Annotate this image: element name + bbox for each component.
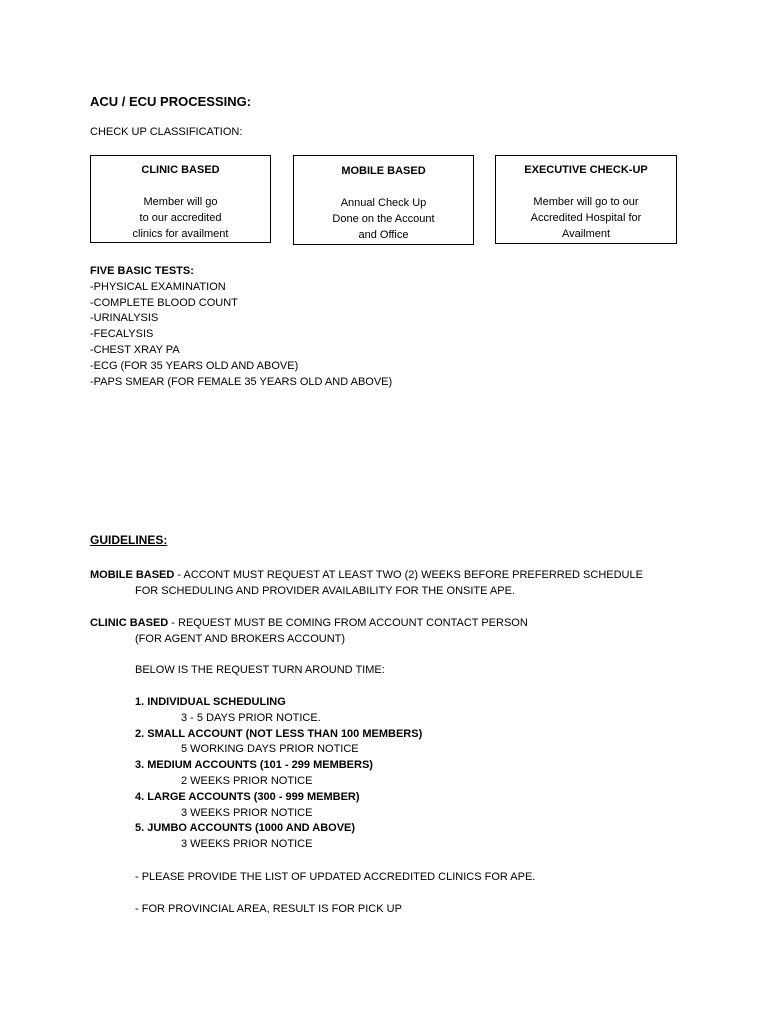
test-item: -URINALYSIS bbox=[90, 312, 159, 325]
tat-item: 1. INDIVIDUAL SCHEDULING bbox=[135, 696, 286, 708]
tat-intro: BELOW IS THE REQUEST TURN AROUND TIME: bbox=[135, 664, 385, 676]
mobile-guideline-cont: FOR SCHEDULING AND PROVIDER AVAILABILITY FOR THE ONSITE APE. bbox=[135, 585, 515, 597]
tat-note: 2 WEEKS PRIOR NOTICE bbox=[181, 774, 313, 787]
tat-item: 4. LARGE ACCOUNTS (300 - 999 MEMBER) bbox=[135, 790, 360, 803]
test-item: -CHEST XRAY PA bbox=[90, 343, 180, 356]
box-title: MOBILE BASED bbox=[341, 165, 426, 177]
tat-note: 3 - 5 DAYS PRIOR NOTICE. bbox=[181, 711, 321, 724]
box-title: CLINIC BASED bbox=[141, 164, 220, 176]
mobile-guideline bbox=[90, 567, 643, 583]
test-item: -FECALYSIS bbox=[90, 328, 154, 341]
tat-note: 3 WEEKS PRIOR NOTICE bbox=[181, 806, 313, 819]
test-item: -PAPS SMEAR (FOR FEMALE 35 YEARS OLD AND ABOVE) bbox=[90, 375, 393, 388]
tests-title: FIVE BASIC TESTS: bbox=[90, 265, 194, 277]
tat-item: 2. SMALL ACCOUNT (NOT LESS THAN 100 MEMBERS) bbox=[135, 727, 423, 740]
box-body: Member will go to our accredited clinics for availment bbox=[132, 196, 229, 240]
box-title: EXECUTIVE CHECK-UP bbox=[524, 164, 648, 176]
executive-checkup-box bbox=[495, 155, 677, 244]
tat-note: 3 WEEKS PRIOR NOTICE bbox=[181, 838, 313, 851]
test-item: -COMPLETE BLOOD COUNT bbox=[90, 296, 238, 309]
note-accredited-clinics: - PLEASE PROVIDE THE LIST OF UPDATED ACCREDITED CLINICS FOR APE. bbox=[135, 871, 536, 883]
clinic-guideline bbox=[90, 615, 528, 631]
clinic-guideline-cont: (FOR AGENT AND BROKERS ACCOUNT) bbox=[135, 633, 346, 645]
clinic-based-box bbox=[90, 155, 271, 243]
note-provincial-area: - FOR PROVINCIAL AREA, RESULT IS FOR PICK UP bbox=[135, 903, 402, 915]
mobile-guideline-text: - ACCONT MUST REQUEST AT LEAST TWO (2) WEEKS BEFORE PREFERRED SCHEDULE bbox=[174, 569, 643, 581]
classification-label: CHECK UP CLASSIFICATION: bbox=[90, 126, 243, 138]
tat-item: 3. MEDIUM ACCOUNTS (101 - 299 MEMBERS) bbox=[135, 759, 373, 772]
clinic-guideline-label: CLINIC BASED bbox=[90, 617, 169, 629]
turnaround-list bbox=[135, 694, 422, 852]
box-body: Annual Check Up Done on the Account and Office bbox=[332, 197, 435, 241]
tat-note: 5 WORKING DAYS PRIOR NOTICE bbox=[181, 743, 359, 756]
tat-item: 5. JUMBO ACCOUNTS (1000 AND ABOVE) bbox=[135, 822, 356, 835]
page-title: ACU / ECU PROCESSING: bbox=[90, 94, 252, 109]
mobile-based-box bbox=[293, 155, 474, 245]
five-basic-tests bbox=[90, 263, 392, 389]
test-item: -ECG (FOR 35 YEARS OLD AND ABOVE) bbox=[90, 359, 299, 372]
clinic-guideline-text: - REQUEST MUST BE COMING FROM ACCOUNT CONTACT PERSON bbox=[168, 617, 528, 629]
guidelines-title: GUIDELINES: bbox=[90, 533, 168, 547]
test-item: -PHYSICAL EXAMINATION bbox=[90, 280, 226, 293]
box-body: Member will go to our Accredited Hospital for Availment bbox=[530, 196, 642, 240]
mobile-guideline-label: MOBILE BASED bbox=[90, 569, 175, 581]
